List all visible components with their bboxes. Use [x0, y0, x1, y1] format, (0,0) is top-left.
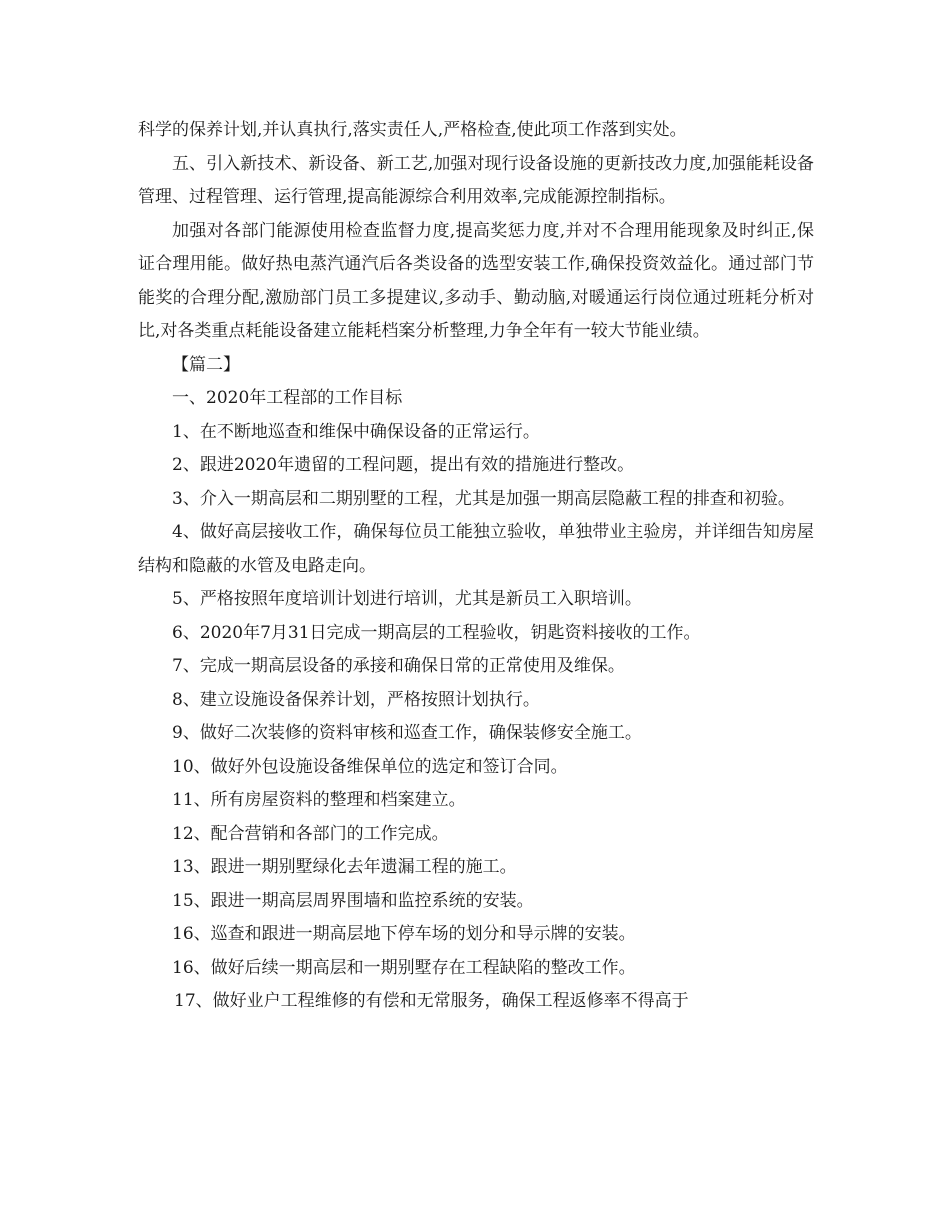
- list-item: 10、做好外包设施设备维保单位的选定和签订合同。: [172, 756, 568, 777]
- list-item: 17、做好业户工程维修的有偿和无常服务，确保工程返修率不得高于: [174, 991, 689, 1011]
- list-item: 8、建立设施设备保养计划，严格按照计划执行。: [172, 689, 540, 710]
- paragraph: 科学的保养计划,并认真执行,落实责任人,严格检查,使此项工作落到实处。: [138, 120, 687, 140]
- list-item: 3、介入一期高层和二期别墅的工程，尤其是加强一期高层隐蔽工程的排查和初验。: [172, 488, 795, 509]
- paragraph: 加强对各部门能源使用检查监督力度,提高奖惩力度,并对不合理用能现象及时纠正,保证合理用能。做好热电蒸汽通汽后各类设备的选型安装工作,确保投资效益化。通过部门节能奖的合理分配,激励部门员工多提建议,多动手、勤动脑,对暖通运行岗位通过班耗分析对比,对各类重点耗能设备建立能耗档案分析整理,力争全年有一较大节能业绩。: [138, 220, 814, 341]
- list-item: 16、做好后续一期高层和一期别墅存在工程缺陷的整改工作。: [172, 957, 636, 978]
- list-item: 15、跟进一期高层周界围墙和监控系统的安装。: [172, 890, 534, 911]
- section-heading: 【篇二】: [172, 354, 240, 375]
- list-item: 2、跟进2020年遗留的工程问题，提出有效的措施进行整改。: [172, 455, 635, 475]
- list-item: 16、巡查和跟进一期高层地下停车场的划分和导示牌的安装。: [172, 924, 636, 944]
- list-item: 4、做好高层接收工作，确保每位员工能独立验收，单独带业主验房，并详细告知房屋结构和隐蔽的水管及电路走向。: [138, 522, 814, 576]
- list-item: 5、严格按照年度培训计划进行培训，尤其是新员工入职培训。: [172, 589, 642, 609]
- list-item: 12、配合营销和各部门的工作完成。: [172, 823, 449, 844]
- list-item: 1、在不断地巡查和维保中确保设备的正常运行。: [172, 421, 540, 442]
- list-item: 11、所有房屋资料的整理和档案建立。: [172, 790, 466, 810]
- document-body: [138, 114, 814, 1019]
- list-item: 6、2020年7月31日完成一期高层的工程验收，钥匙资料接收的工作。: [172, 622, 701, 643]
- list-item: 13、跟进一期别墅绿化去年遗漏工程的施工。: [172, 857, 517, 877]
- paragraph: 五、引入新技术、新设备、新工艺,加强对现行设备设施的更新技改力度,加强能耗设备管理、过程管理、运行管理,提高能源综合利用效率,完成能源控制指标。: [138, 153, 814, 207]
- list-item: 9、做好二次装修的资料审核和巡查工作，确保装修安全施工。: [172, 723, 642, 743]
- subsection-heading: 一、2020年工程部的工作目标: [172, 388, 403, 408]
- list-item: 7、完成一期高层设备的承接和确保日常的正常使用及维保。: [172, 656, 625, 676]
